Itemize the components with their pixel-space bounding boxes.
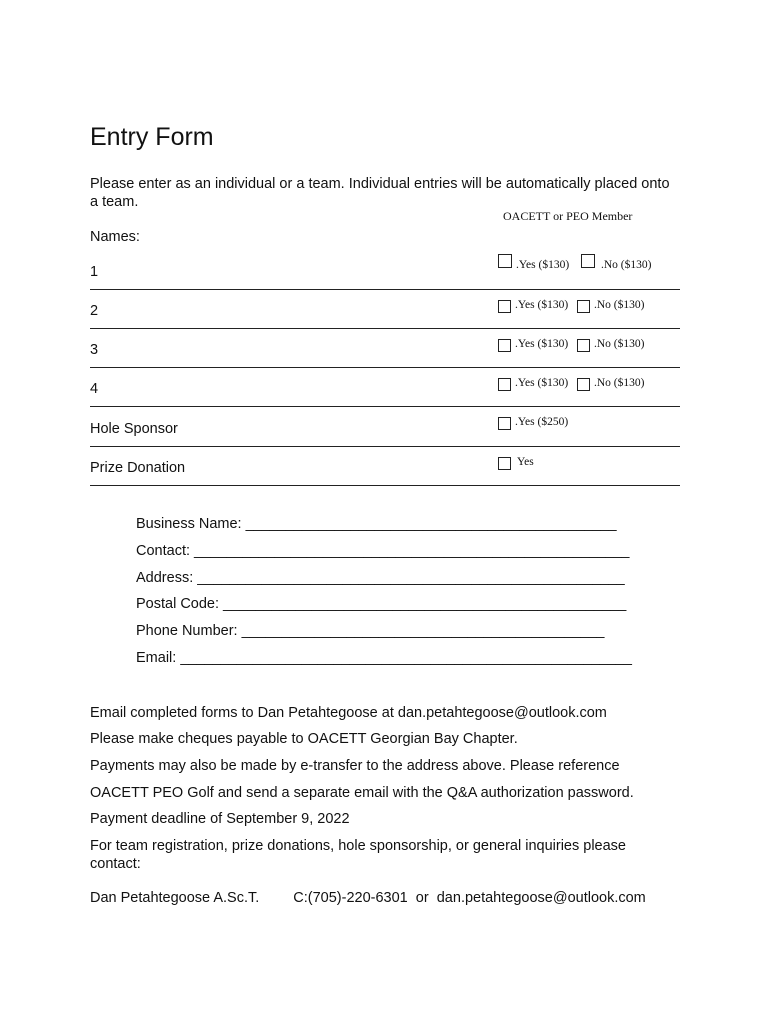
prize-donation-option xyxy=(498,456,534,470)
hole-sponsor-yes-label: .Yes ($250) xyxy=(515,416,569,428)
info-reference: OACETT PEO Golf and send a separate email with the Q&A authorization password. xyxy=(90,785,634,801)
hole-sponsor-label: Hole Sponsor xyxy=(90,421,178,437)
member-yes-label: .Yes ($130) xyxy=(515,377,569,389)
member-no-label: .No ($130) xyxy=(594,299,645,311)
prize-donation-label: Prize Donation xyxy=(90,460,186,476)
member-column-header: OACETT or PEO Member xyxy=(503,209,633,223)
info-email-forms: Email completed forms to Dan Petahtegoose at dan.petahtegoose@outlook.com xyxy=(90,705,607,721)
page-title: Entry Form xyxy=(90,123,214,151)
business-name-field[interactable]: Business Name: ______________________________________________ xyxy=(136,516,617,532)
member-no-checkbox[interactable] xyxy=(577,300,590,313)
name-row-2 xyxy=(90,290,680,329)
member-yes-option xyxy=(498,377,568,391)
postal-code-field[interactable]: Postal Code: __________________________________________________ xyxy=(136,596,627,612)
contact-field[interactable]: Contact: ______________________________________________________ xyxy=(136,543,630,559)
member-no-option xyxy=(581,253,651,271)
member-yes-option xyxy=(498,253,569,271)
member-no-checkbox[interactable] xyxy=(577,339,590,352)
info-cheques: Please make cheques payable to OACETT Georgian Bay Chapter. xyxy=(90,731,518,747)
prize-donation-line xyxy=(90,485,680,486)
member-yes-checkbox[interactable] xyxy=(498,339,511,352)
address-field[interactable]: Address: _____________________________________________________ xyxy=(136,570,625,586)
name-row-label: 1 xyxy=(90,264,99,280)
member-yes-label: .Yes ($130) xyxy=(516,259,570,271)
member-no-option xyxy=(577,299,644,313)
contact-line xyxy=(90,890,646,906)
member-no-label: .No ($130) xyxy=(594,338,645,350)
name-row-1 xyxy=(90,251,680,290)
member-no-checkbox[interactable] xyxy=(581,254,595,268)
name-row-label: 4 xyxy=(90,381,99,397)
member-no-checkbox[interactable] xyxy=(577,378,590,391)
intro-text: Please enter as an individual or a team. Individual entries will be automatically placed onto a team. xyxy=(90,176,670,210)
email-field[interactable]: Email: ________________________________________________________ xyxy=(136,650,632,666)
prize-donation-row xyxy=(90,447,680,486)
hole-sponsor-option xyxy=(498,416,568,430)
member-yes-checkbox[interactable] xyxy=(498,378,511,391)
hole-sponsor-checkbox[interactable] xyxy=(498,417,511,430)
info-etransfer: Payments may also be made by e-transfer to the address above. Please reference xyxy=(90,758,620,774)
name-row-4 xyxy=(90,368,680,407)
member-yes-checkbox[interactable] xyxy=(498,254,512,268)
name-row-label: 3 xyxy=(90,342,99,358)
name-row-3 xyxy=(90,329,680,368)
hole-sponsor-row xyxy=(90,408,680,447)
member-yes-label: .Yes ($130) xyxy=(515,299,569,311)
name-field-line[interactable] xyxy=(90,406,680,407)
member-yes-option xyxy=(498,338,568,352)
contact-name: Dan Petahtegoose A.Sc.T. xyxy=(90,890,260,906)
member-no-option xyxy=(577,377,644,391)
member-no-label: .No ($130) xyxy=(594,377,645,389)
phone-number-field[interactable]: Phone Number: _____________________________________________ xyxy=(136,623,605,639)
names-label: Names: xyxy=(90,229,140,245)
member-yes-option xyxy=(498,299,568,313)
contact-details: C:(705)-220-6301 or dan.petahtegoose@outlook.com xyxy=(293,890,646,906)
member-no-option xyxy=(577,338,644,352)
member-no-label: .No ($130) xyxy=(601,259,652,271)
info-deadline: Payment deadline of September 9, 2022 xyxy=(90,811,350,827)
member-yes-label: .Yes ($130) xyxy=(515,338,569,350)
prize-donation-checkbox[interactable] xyxy=(498,457,511,470)
name-row-label: 2 xyxy=(90,303,99,319)
prize-donation-yes-label: Yes xyxy=(517,456,534,468)
member-yes-checkbox[interactable] xyxy=(498,300,511,313)
info-inquiries: For team registration, prize donations, hole sponsorship, or general inquiries please contact: xyxy=(90,838,626,872)
